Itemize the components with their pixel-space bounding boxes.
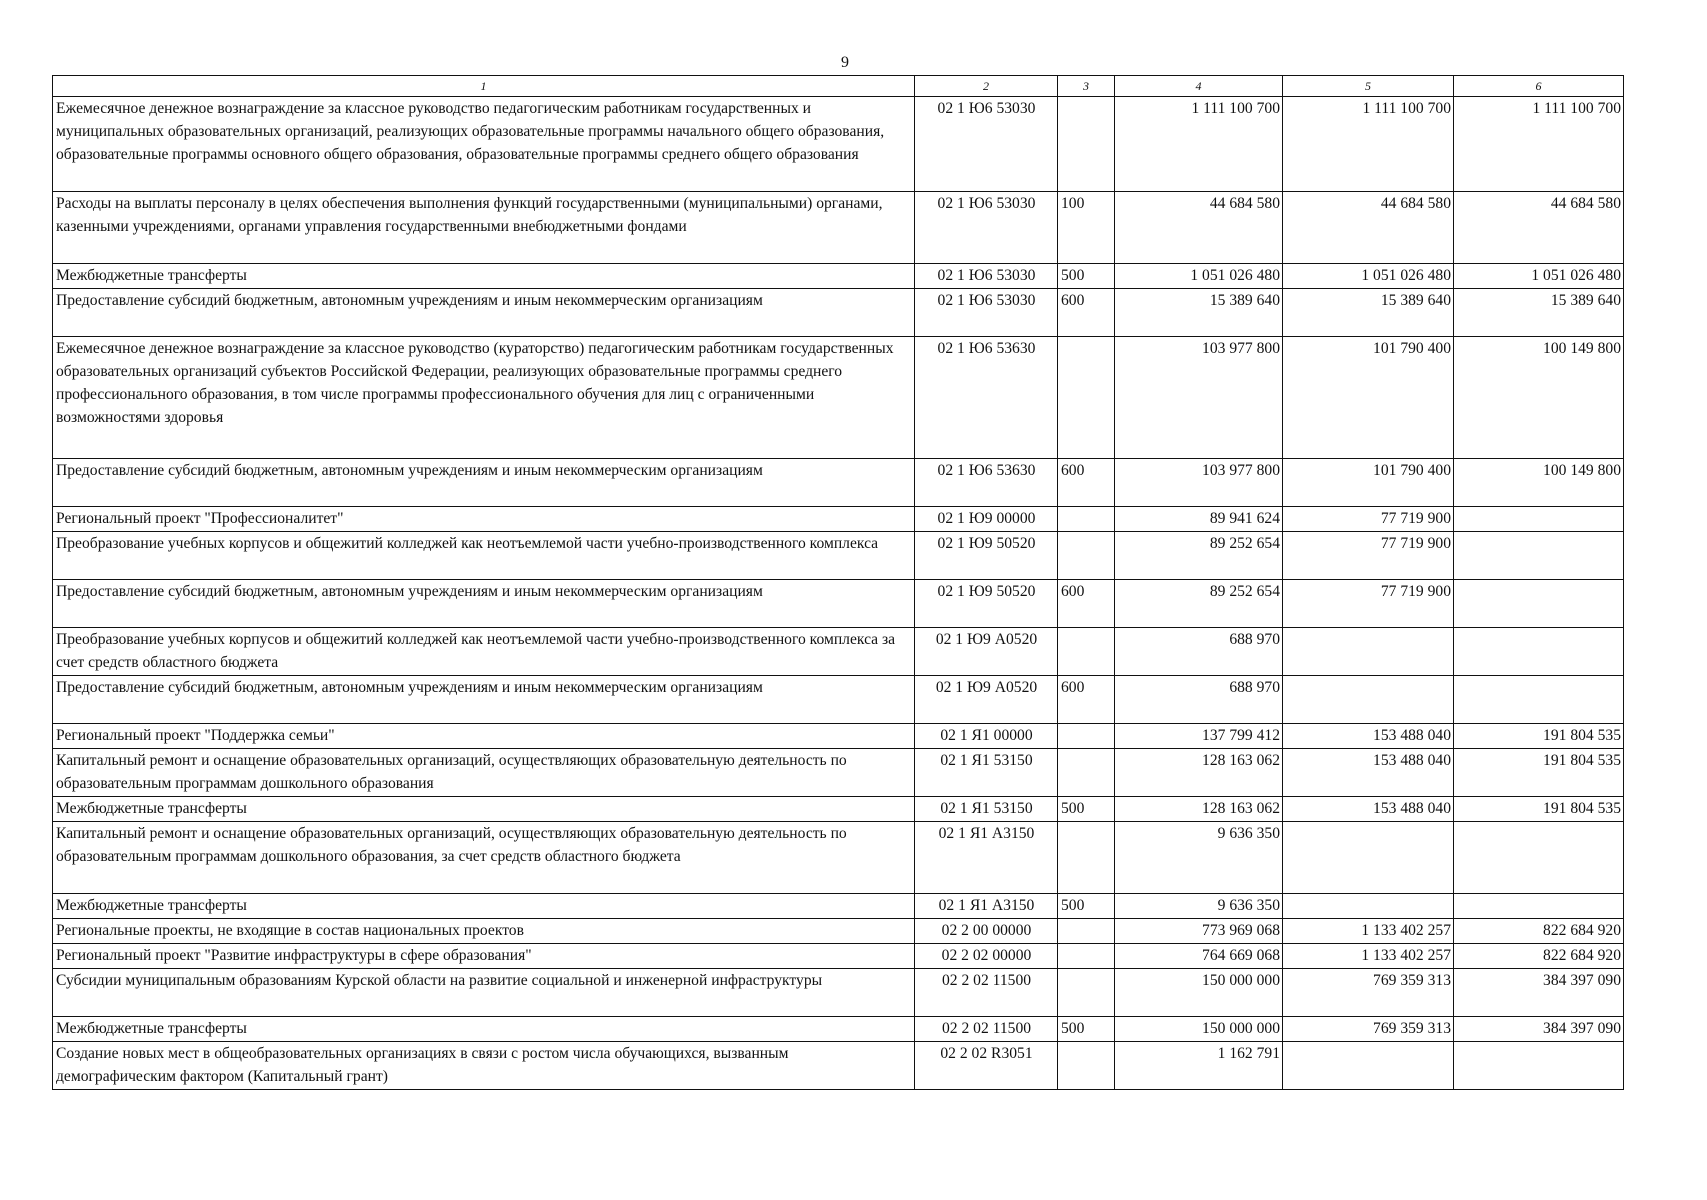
row-code: 02 1 Ю9 А0520: [915, 628, 1058, 676]
row-code: 02 1 Ю6 53030: [915, 192, 1058, 264]
row-code: 02 1 Я1 53150: [915, 749, 1058, 797]
row-value-5: 1 133 402 257: [1283, 919, 1454, 944]
row-expense-type: 600: [1058, 676, 1115, 724]
row-expense-type: [1058, 628, 1115, 676]
row-value-5: 15 389 640: [1283, 289, 1454, 337]
row-expense-type: [1058, 337, 1115, 459]
table-row: [53, 628, 1624, 676]
row-value-4: 688 970: [1115, 676, 1283, 724]
row-value-6: [1454, 507, 1624, 532]
row-code: 02 1 Ю6 53030: [915, 264, 1058, 289]
row-value-5: 769 359 313: [1283, 1017, 1454, 1042]
table-row: [53, 532, 1624, 580]
table-row: [53, 1017, 1624, 1042]
row-value-6: 15 389 640: [1454, 289, 1624, 337]
row-description: Капитальный ремонт и оснащение образовательных организаций, осуществляющих образовательную деятельность по образовательным программам дошкольного образования, за счет средств областного бюджета: [53, 822, 915, 894]
row-value-5: 101 790 400: [1283, 337, 1454, 459]
row-value-4: 150 000 000: [1115, 1017, 1283, 1042]
row-description: Региональный проект "Поддержка семьи": [53, 724, 915, 749]
row-description: Предоставление субсидий бюджетным, автономным учреждениям и иным некоммерческим организациям: [53, 459, 915, 507]
row-expense-type: 600: [1058, 580, 1115, 628]
row-value-5: 1 111 100 700: [1283, 97, 1454, 192]
row-code: 02 1 Ю6 53030: [915, 97, 1058, 192]
row-description: Межбюджетные трансферты: [53, 894, 915, 919]
row-description: Капитальный ремонт и оснащение образовательных организаций, осуществляющих образовательную деятельность по образовательным программам дошкольного образования: [53, 749, 915, 797]
row-value-6: 384 397 090: [1454, 1017, 1624, 1042]
table-row: [53, 192, 1624, 264]
row-value-4: 103 977 800: [1115, 459, 1283, 507]
table-row: [53, 289, 1624, 337]
row-value-4: 1 162 791: [1115, 1042, 1283, 1090]
row-code: 02 1 Ю6 53630: [915, 459, 1058, 507]
row-value-6: [1454, 894, 1624, 919]
row-value-6: [1454, 676, 1624, 724]
row-value-6: [1454, 628, 1624, 676]
row-value-6: [1454, 532, 1624, 580]
row-value-5: [1283, 676, 1454, 724]
row-value-4: 89 941 624: [1115, 507, 1283, 532]
table-row: [53, 797, 1624, 822]
table-row: [53, 264, 1624, 289]
row-code: 02 1 Ю9 50520: [915, 532, 1058, 580]
table-row: [53, 507, 1624, 532]
row-value-6: 100 149 800: [1454, 459, 1624, 507]
table-row: [53, 894, 1624, 919]
row-value-4: 1 051 026 480: [1115, 264, 1283, 289]
row-description: Ежемесячное денежное вознаграждение за классное руководство педагогическим работникам государственных и муниципальных образовательных организаций, реализующих образовательные программы начального общего образования, образовательные программы основного общего образования, образовательные программы среднего общего образования: [53, 97, 915, 192]
table-row: [53, 749, 1624, 797]
row-expense-type: [1058, 532, 1115, 580]
row-value-5: 153 488 040: [1283, 749, 1454, 797]
table-row: [53, 724, 1624, 749]
row-expense-type: [1058, 1042, 1115, 1090]
row-value-4: 9 636 350: [1115, 894, 1283, 919]
row-value-6: 44 684 580: [1454, 192, 1624, 264]
row-value-6: 1 051 026 480: [1454, 264, 1624, 289]
header-cell: 6: [1454, 76, 1624, 97]
row-description: Расходы на выплаты персоналу в целях обеспечения выполнения функций государственными (муниципальными) органами, казенными учреждениями, органами управления государственными внебюджетными фондами: [53, 192, 915, 264]
row-description: Межбюджетные трансферты: [53, 264, 915, 289]
header-row: [53, 76, 1624, 97]
table-row: [53, 822, 1624, 894]
row-value-4: 128 163 062: [1115, 749, 1283, 797]
row-description: Создание новых мест в общеобразовательных организациях в связи с ростом числа обучающихся, вызванным демографическим фактором (Капитальный грант): [53, 1042, 915, 1090]
row-value-5: 153 488 040: [1283, 724, 1454, 749]
row-value-5: [1283, 894, 1454, 919]
row-value-5: 101 790 400: [1283, 459, 1454, 507]
table-row: [53, 97, 1624, 192]
row-code: 02 2 02 11500: [915, 969, 1058, 1017]
row-value-5: 44 684 580: [1283, 192, 1454, 264]
row-code: 02 1 Я1 00000: [915, 724, 1058, 749]
row-description: Предоставление субсидий бюджетным, автономным учреждениям и иным некоммерческим организациям: [53, 580, 915, 628]
row-description: Преобразование учебных корпусов и общежитий колледжей как неотъемлемой части учебно-производственного комплекса: [53, 532, 915, 580]
table-row: [53, 676, 1624, 724]
row-description: Предоставление субсидий бюджетным, автономным учреждениям и иным некоммерческим организациям: [53, 676, 915, 724]
row-value-5: 77 719 900: [1283, 532, 1454, 580]
row-value-6: 191 804 535: [1454, 724, 1624, 749]
table-row: [53, 1042, 1624, 1090]
row-description: Ежемесячное денежное вознаграждение за классное руководство (кураторство) педагогическим работникам государственных образовательных организаций субъектов Российской Федерации, реализующих образовательные программы среднего профессионального образования, в том числе программы профессионального обучения для лиц с ограниченными возможностями здоровья: [53, 337, 915, 459]
row-expense-type: [1058, 969, 1115, 1017]
row-code: 02 2 00 00000: [915, 919, 1058, 944]
budget-table: [52, 75, 1624, 1090]
row-code: 02 1 Я1 А3150: [915, 822, 1058, 894]
row-expense-type: 500: [1058, 1017, 1115, 1042]
row-value-6: 1 111 100 700: [1454, 97, 1624, 192]
row-code: 02 2 02 00000: [915, 944, 1058, 969]
row-code: 02 1 Ю9 50520: [915, 580, 1058, 628]
row-value-5: [1283, 628, 1454, 676]
table-row: [53, 580, 1624, 628]
row-value-4: 764 669 068: [1115, 944, 1283, 969]
row-value-4: 773 969 068: [1115, 919, 1283, 944]
row-value-5: 77 719 900: [1283, 580, 1454, 628]
row-value-4: 15 389 640: [1115, 289, 1283, 337]
header-cell: 2: [915, 76, 1058, 97]
row-value-6: [1454, 822, 1624, 894]
row-value-6: 191 804 535: [1454, 749, 1624, 797]
row-expense-type: [1058, 97, 1115, 192]
row-code: 02 2 02 R3051: [915, 1042, 1058, 1090]
row-value-6: 822 684 920: [1454, 944, 1624, 969]
table-row: [53, 459, 1624, 507]
row-code: 02 2 02 11500: [915, 1017, 1058, 1042]
row-value-5: 77 719 900: [1283, 507, 1454, 532]
table-row: [53, 969, 1624, 1017]
row-expense-type: 600: [1058, 459, 1115, 507]
row-expense-type: 500: [1058, 264, 1115, 289]
row-value-4: 137 799 412: [1115, 724, 1283, 749]
row-value-5: 1 133 402 257: [1283, 944, 1454, 969]
row-value-5: 1 051 026 480: [1283, 264, 1454, 289]
table-row: [53, 944, 1624, 969]
row-value-5: [1283, 1042, 1454, 1090]
row-value-4: 150 000 000: [1115, 969, 1283, 1017]
row-value-4: 89 252 654: [1115, 580, 1283, 628]
row-code: 02 1 Ю9 А0520: [915, 676, 1058, 724]
header-cell: 5: [1283, 76, 1454, 97]
row-value-6: 822 684 920: [1454, 919, 1624, 944]
row-description: Предоставление субсидий бюджетным, автономным учреждениям и иным некоммерческим организациям: [53, 289, 915, 337]
table-row: [53, 919, 1624, 944]
row-value-4: 128 163 062: [1115, 797, 1283, 822]
row-description: Региональный проект "Развитие инфраструктуры в сфере образования": [53, 944, 915, 969]
row-code: 02 1 Ю6 53630: [915, 337, 1058, 459]
row-expense-type: [1058, 919, 1115, 944]
row-value-6: [1454, 1042, 1624, 1090]
table-row: [53, 337, 1624, 459]
row-value-5: [1283, 822, 1454, 894]
row-value-4: 44 684 580: [1115, 192, 1283, 264]
row-description: Межбюджетные трансферты: [53, 797, 915, 822]
row-description: Субсидии муниципальным образованиям Курской области на развитие социальной и инженерной инфраструктуры: [53, 969, 915, 1017]
row-expense-type: 600: [1058, 289, 1115, 337]
row-expense-type: [1058, 822, 1115, 894]
row-description: Региональный проект "Профессионалитет": [53, 507, 915, 532]
row-description: Межбюджетные трансферты: [53, 1017, 915, 1042]
header-cell: 3: [1058, 76, 1115, 97]
row-expense-type: [1058, 749, 1115, 797]
row-description: Региональные проекты, не входящие в состав национальных проектов: [53, 919, 915, 944]
row-expense-type: 500: [1058, 894, 1115, 919]
row-description: Преобразование учебных корпусов и общежитий колледжей как неотъемлемой части учебно-производственного комплекса за счет средств областного бюджета: [53, 628, 915, 676]
row-expense-type: [1058, 944, 1115, 969]
row-value-4: 1 111 100 700: [1115, 97, 1283, 192]
row-value-6: 384 397 090: [1454, 969, 1624, 1017]
row-expense-type: 500: [1058, 797, 1115, 822]
row-expense-type: 100: [1058, 192, 1115, 264]
row-code: 02 1 Ю9 00000: [915, 507, 1058, 532]
row-value-4: 688 970: [1115, 628, 1283, 676]
page-number: 9: [841, 54, 849, 71]
row-value-5: 769 359 313: [1283, 969, 1454, 1017]
header-cell: 1: [53, 76, 915, 97]
row-expense-type: [1058, 507, 1115, 532]
header-cell: 4: [1115, 76, 1283, 97]
row-value-4: 103 977 800: [1115, 337, 1283, 459]
row-value-4: 9 636 350: [1115, 822, 1283, 894]
row-value-6: [1454, 580, 1624, 628]
row-code: 02 1 Я1 А3150: [915, 894, 1058, 919]
row-value-6: 191 804 535: [1454, 797, 1624, 822]
row-expense-type: [1058, 724, 1115, 749]
row-value-5: 153 488 040: [1283, 797, 1454, 822]
row-code: 02 1 Я1 53150: [915, 797, 1058, 822]
row-code: 02 1 Ю6 53030: [915, 289, 1058, 337]
row-value-6: 100 149 800: [1454, 337, 1624, 459]
row-value-4: 89 252 654: [1115, 532, 1283, 580]
